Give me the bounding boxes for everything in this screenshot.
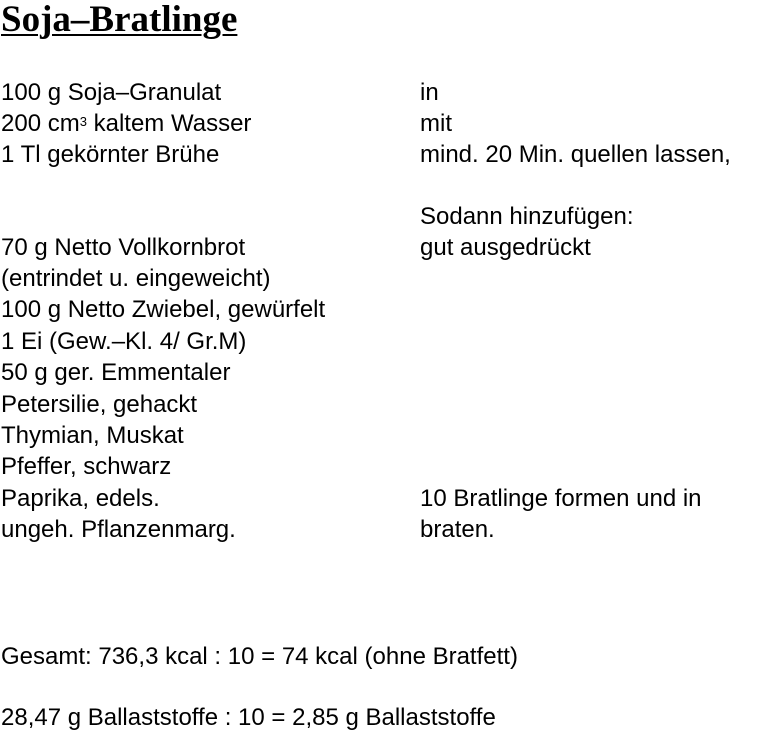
ingredient-paprika: Paprika, edels. bbox=[1, 485, 160, 512]
ingredient-thyme-nutmeg: Thymian, Muskat bbox=[1, 422, 184, 449]
ingredient-onion: 100 g Netto Zwiebel, gewürfelt bbox=[1, 296, 326, 323]
water-unit-superscript: 3 bbox=[79, 114, 87, 129]
instruction-soak: mind. 20 Min. quellen lassen, bbox=[420, 141, 731, 168]
water-label: kaltem Wasser bbox=[93, 110, 252, 137]
instruction-fry: braten. bbox=[420, 516, 495, 543]
ingredient-egg: 1 Ei (Gew.–Kl. 4/ Gr.M) bbox=[1, 328, 247, 355]
instruction-mit: mit bbox=[420, 110, 452, 137]
ingredient-pepper: Pfeffer, schwarz bbox=[1, 453, 172, 480]
instruction-form-patties: 10 Bratlinge formen und in bbox=[420, 485, 702, 512]
instruction-add: Sodann hinzufügen: bbox=[420, 203, 634, 230]
ingredient-cold-water bbox=[1, 110, 251, 138]
water-amount: 200 cm bbox=[1, 110, 80, 137]
ingredient-bread-note: (entrindet u. eingeweicht) bbox=[1, 265, 271, 292]
ingredient-emmental: 50 g ger. Emmentaler bbox=[1, 359, 231, 386]
total-energy: Gesamt: 736,3 kcal : 10 = 74 kcal (ohne Bratfett) bbox=[1, 643, 518, 670]
instruction-squeezed: gut ausgedrückt bbox=[420, 234, 591, 261]
instruction-in: in bbox=[420, 79, 439, 106]
ingredient-margarine: ungeh. Pflanzenmarg. bbox=[1, 516, 236, 543]
total-fiber: 28,47 g Ballaststoffe : 10 = 2,85 g Ballaststoffe bbox=[1, 704, 496, 731]
ingredient-wholegrain-bread: 70 g Netto Vollkornbrot bbox=[1, 234, 246, 261]
ingredient-soy-granulate: 100 g Soja–Granulat bbox=[1, 79, 222, 106]
recipe-title: Soja–Bratlinge bbox=[1, 0, 238, 40]
ingredient-parsley: Petersilie, gehackt bbox=[1, 391, 198, 418]
ingredient-broth: 1 Tl gekörnter Brühe bbox=[1, 141, 220, 168]
